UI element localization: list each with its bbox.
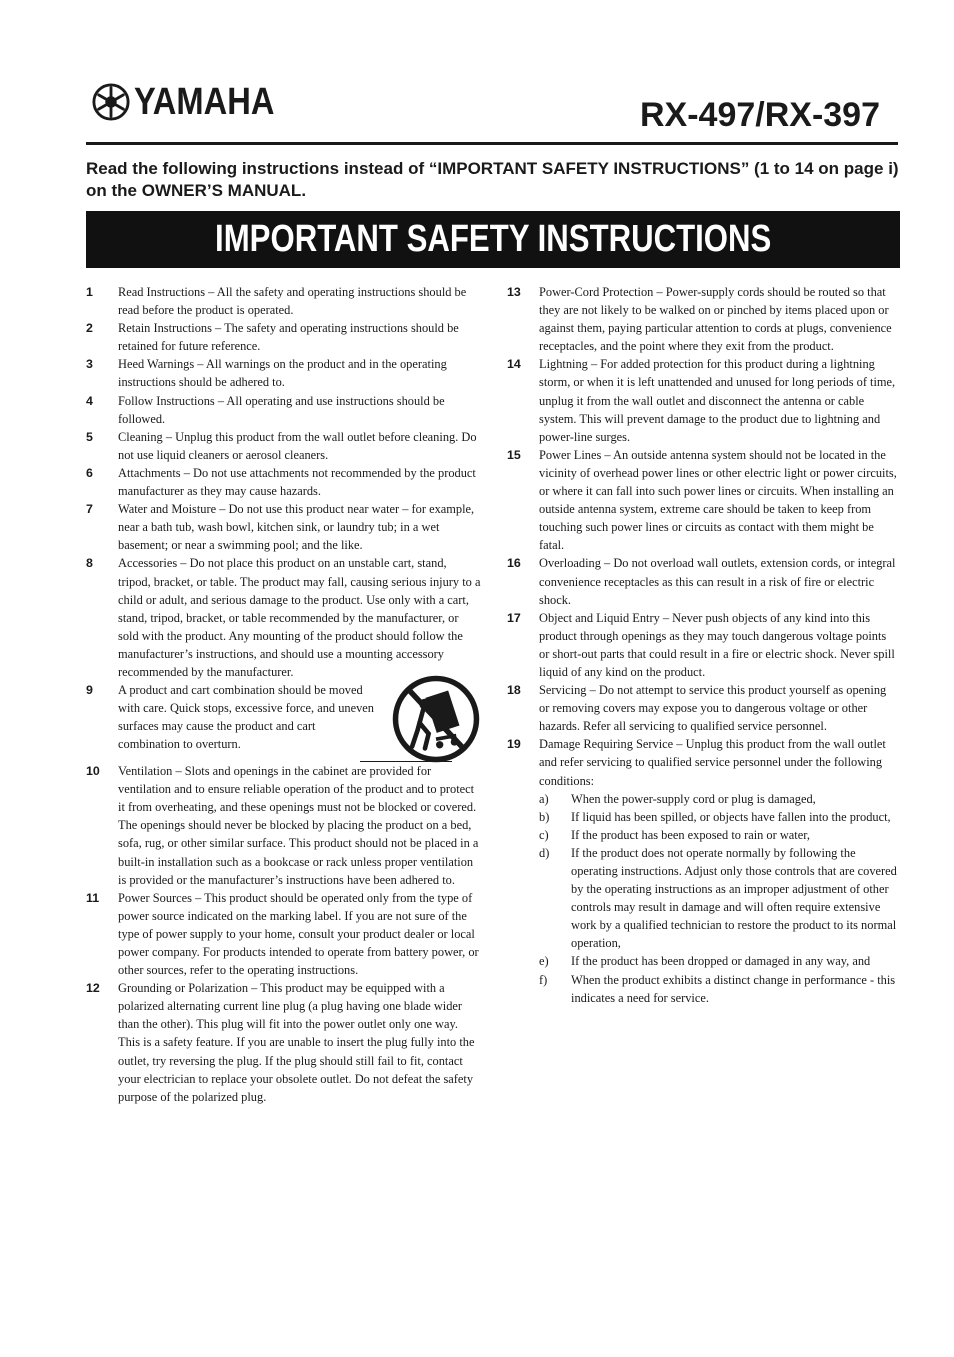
item-number: 18 [507, 683, 521, 698]
sub-text: When the product exhibits a distinct change in performance - this indicates a need for service. [571, 972, 896, 1005]
list-item [86, 283, 482, 319]
model-number: RX-497/RX-397 [639, 96, 880, 134]
item-number: 8 [86, 556, 93, 571]
sub-item [539, 844, 899, 953]
list-item [507, 355, 899, 445]
item-number: 3 [86, 357, 93, 372]
safety-banner [86, 211, 900, 268]
item-number: 12 [86, 981, 100, 996]
sub-item [539, 808, 899, 826]
header-divider [86, 142, 898, 145]
sub-item [539, 790, 899, 808]
item-text: Power Sources – This product should be operated only from the type of power source indicated on the marking label. If you are not sure of the type of power supply to your home, consult your product dealer or local power company. For products intended to operate from battery power, or other sources, refer to the operating instructions. [118, 890, 479, 978]
sub-text: If the product does not operate normally by following the operating instructions. Adjust only those controls that are covered by the operating instructions as an improper adjustment of other controls may result in damage and will often require extensive work by a qualified technician to restore the product to its normal operation, [571, 845, 897, 951]
list-item [86, 464, 482, 500]
list-item [507, 283, 899, 355]
item-text: Read Instructions – All the safety and operating instructions should be read before the product is operated. [118, 285, 467, 318]
list-item [86, 428, 482, 464]
sub-label: d) [539, 845, 550, 860]
item-number: 7 [86, 502, 93, 517]
item-text: Attachments – Do not use attachments not recommended by the product manufacturer as they may cause hazards. [118, 465, 476, 499]
item-number: 10 [86, 764, 100, 779]
list-item [507, 554, 899, 608]
list-item [86, 889, 482, 979]
item-number: 17 [507, 610, 521, 625]
item-text: Grounding or Polarization – This product may be equipped with a polarized alternating current line plug (a plug having one blade wider than the other). This plug will fit into the power outlet only one way. This is a safety feature. If you are unable to insert the plug fully into the outlet, try reversing the plug. If the plug should still fail to fit, contact your electrician to replace your obsolete outlet. Do not defeat the safety purpose of the polarized plug. [118, 981, 475, 1104]
item-text: Power Lines – An outside antenna system should not be located in the vicinity of overhead power lines or other electric light or power circuits, or where it can fall into such power lines or circuits. When installing an outside antenna system, extreme care should be taken to keep from touching such power lines or circuits as contact with them might be fatal. [539, 447, 897, 553]
list-item [507, 735, 899, 1006]
cart-warning-icon [390, 673, 482, 765]
item-number: 4 [86, 393, 93, 408]
item-text: Object and Liquid Entry – Never push objects of any kind into this product through openings as they may touch dangerous voltage points or short-out parts that could result in a fire or electric shock. Never spill liquid of any kind on the product. [539, 610, 895, 679]
item-text: Accessories – Do not place this product on an unstable cart, stand, tripod, bracket, or table. The product may fall, causing serious injury to a child or adult, and serious damage to the product. Use only with a cart, stand, tripod, bracket, or table recommended by the manufacturer, or sold with the product. Any mounting of the product should follow the manufacturer’s instructions, and should use a mounting accessory recommended by the manufacturer. [118, 556, 481, 679]
list-item [507, 609, 899, 681]
item-text: Servicing – Do not attempt to service this product yourself as opening or removing covers may expose you to dangerous voltage or other hazards. Refer all servicing to qualified service personnel. [539, 683, 887, 734]
list-item [86, 554, 482, 681]
item-text: Retain Instructions – The safety and operating instructions should be retained for future reference. [118, 321, 459, 354]
sub-label: b) [539, 809, 550, 824]
right-column [507, 283, 899, 1007]
item-number: 9 [86, 683, 93, 698]
intro-notice: Read the following instructions instead of “IMPORTANT SAFETY INSTRUCTIONS” (1 to 14 on page i) on the OWNER’S MANUAL. [86, 159, 899, 200]
item-number: 5 [86, 429, 93, 444]
sub-item [539, 952, 899, 970]
item-text: Cleaning – Unplug this product from the wall outlet before cleaning. Do not use liquid cleaners or aerosol cleaners. [118, 429, 477, 462]
item-number: 11 [86, 890, 100, 905]
banner-title: IMPORTANT SAFETY INSTRUCTIONS [214, 218, 772, 260]
item-number: 13 [507, 285, 521, 299]
item-number: 16 [507, 556, 521, 571]
item-body [539, 735, 899, 1006]
left-column [86, 283, 482, 1106]
brand-logo [92, 80, 297, 124]
list-item [86, 392, 482, 428]
sub-label: a) [539, 791, 549, 806]
yamaha-emblem-icon [92, 83, 130, 121]
item-text: Power-Cord Protection – Power-supply cords should be routed so that they are not likely to be walked on or pinched by items placed upon or against them, paying particular attention to cords at plugs, convenience receptacles, and the point where they exit from the product. [539, 285, 892, 354]
list-item [86, 500, 482, 554]
item-number: 2 [86, 321, 93, 336]
item-text: Lightning – For added protection for this product during a lightning storm, or when it is left unattended and unused for long periods of time, unplug it from the wall outlet and disconnect the antenna or cable system. This will prevent damage to the product due to lightning and power-line surges. [539, 357, 896, 444]
item-text: Overloading – Do not overload wall outlets, extension cords, or integral convenience receptacles as this can result in a risk of fire or electric shock. [539, 556, 896, 607]
item-number: 15 [507, 447, 521, 462]
sub-item [539, 971, 899, 1007]
list-item [507, 681, 899, 735]
item-number: 6 [86, 465, 93, 480]
list-item [507, 446, 899, 555]
sub-text: If liquid has been spilled, or objects have fallen into the product, [571, 809, 891, 824]
item-text: Heed Warnings – All warnings on the product and in the operating instructions should be adhered to. [118, 357, 447, 390]
item-number: 14 [507, 357, 521, 372]
item-number: 19 [507, 737, 521, 752]
sub-label: f) [539, 972, 548, 987]
sub-label: e) [539, 954, 549, 969]
sub-text: If the product has been exposed to rain or water, [571, 827, 810, 842]
item-text: A product and cart combination should be moved with care. Quick stops, excessive force, and uneven surfaces may cause the product and cart combination to overturn. [118, 683, 374, 752]
list-item [86, 979, 482, 1106]
list-item-cart [86, 681, 482, 765]
sub-label: c) [539, 827, 549, 842]
item-text: Follow Instructions – All operating and use instructions should be followed. [118, 393, 445, 426]
item-number: 1 [86, 285, 93, 299]
list-item [86, 355, 482, 391]
item-text: Ventilation – Slots and openings in the cabinet are provided for ventilation and to ensure reliable operation of the product and to protect it from overheating, and these openings must not be blocked or covered. The openings should never be blocked by placing the product on a bed, sofa, rug, or other similar surface. This product should not be placed in a built-in installation such as a bookcase or rack unless proper ventilation is provided or the manufacturer’s instructions have been adhered to. [118, 764, 479, 887]
sub-item [539, 826, 899, 844]
brand-name: YAMAHA [134, 80, 275, 123]
sub-text: If the product has been dropped or damaged in any way, and [571, 954, 871, 969]
item-text: Water and Moisture – Do not use this product near water – for example, near a bath tub, wash bowl, kitchen sink, or laundry tub; in a wet basement; or near a swimming pool; and the like. [118, 502, 475, 553]
sub-text: When the power-supply cord or plug is damaged, [571, 791, 816, 806]
list-item [86, 319, 482, 355]
item-text: Damage Requiring Service – Unplug this product from the wall outlet and refer servicing to qualified service personnel under the following conditions: [539, 737, 886, 788]
list-item [86, 762, 482, 889]
